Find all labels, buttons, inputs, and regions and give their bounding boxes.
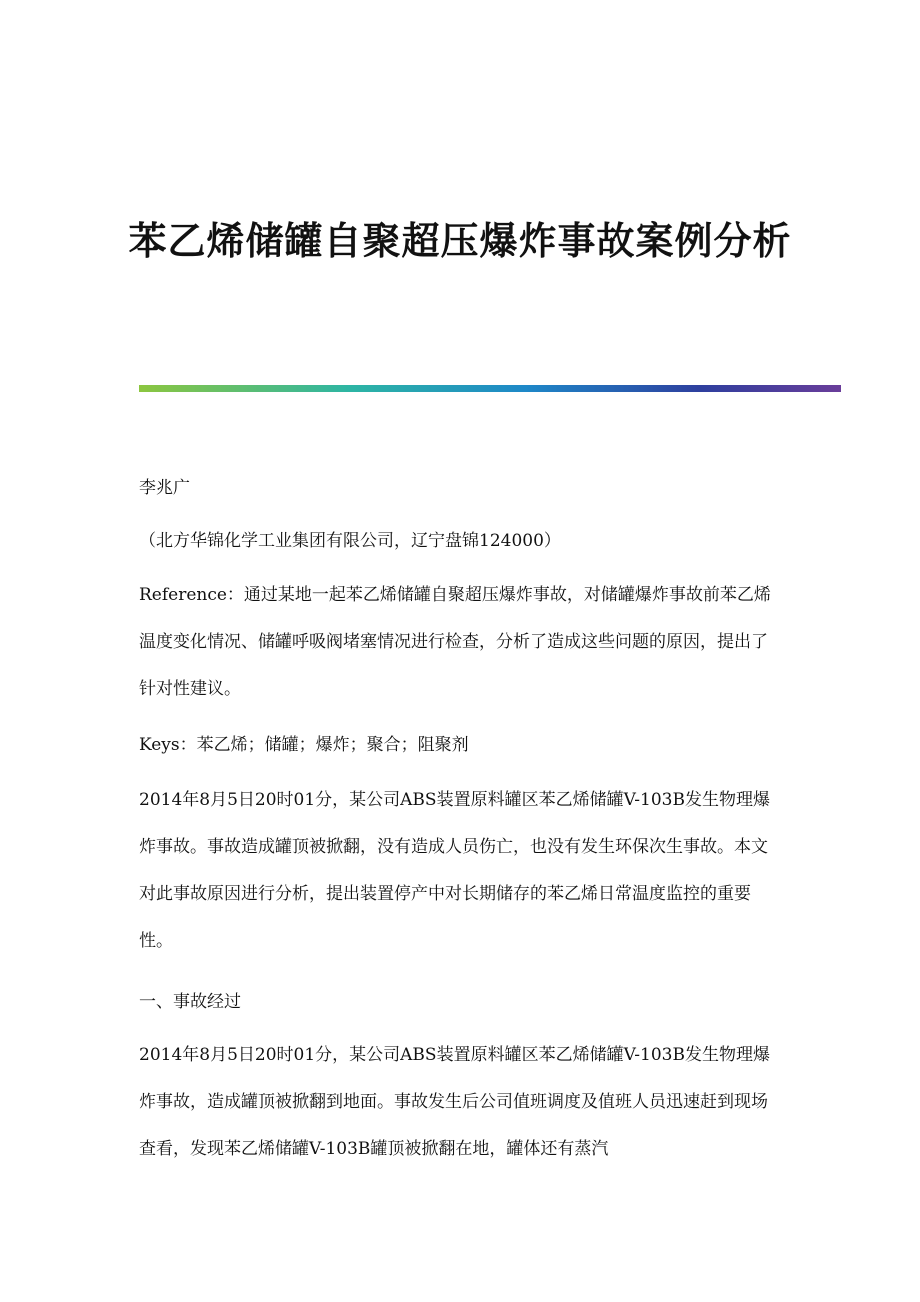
title-divider — [139, 385, 841, 392]
abstract-paragraph: Reference：通过某地一起苯乙烯储罐自聚超压爆炸事故，对储罐爆炸事故前苯乙烯温度变化情况、储罐呼吸阀堵塞情况进行检查，分析了造成这些问题的原因，提出了针对性建议。 — [139, 585, 771, 699]
section-heading: 一、事故经过 — [139, 992, 241, 1012]
author-affiliation: （北方华锦化学工业集团有限公司，辽宁盘锦124000） — [139, 531, 561, 551]
document-title: 苯乙烯储罐自聚超压爆炸事故案例分析 — [128, 219, 792, 263]
keywords-line: Keys：苯乙烯；储罐；爆炸；聚合；阻聚剂 — [139, 735, 469, 755]
body-paragraph: 2014年8月5日20时01分，某公司ABS装置原料罐区苯乙烯储罐V-103B发生物理爆炸事故，造成罐顶被掀翻到地面。事故发生后公司值班调度及值班人员迅速赶到现场查看，发现苯乙烯储罐V-103B罐顶被掀翻在地，罐体还有蒸汽 — [139, 1045, 770, 1159]
intro-paragraph: 2014年8月5日20时01分，某公司ABS装置原料罐区苯乙烯储罐V-103B发生物理爆炸事故。事故造成罐顶被掀翻，没有造成人员伤亡，也没有发生环保次生事故。本文对此事故原因进行分析，提出装置停产中对长期储存的苯乙烯日常温度监控的重要性。 — [139, 790, 770, 951]
author-name: 李兆广 — [139, 478, 190, 498]
